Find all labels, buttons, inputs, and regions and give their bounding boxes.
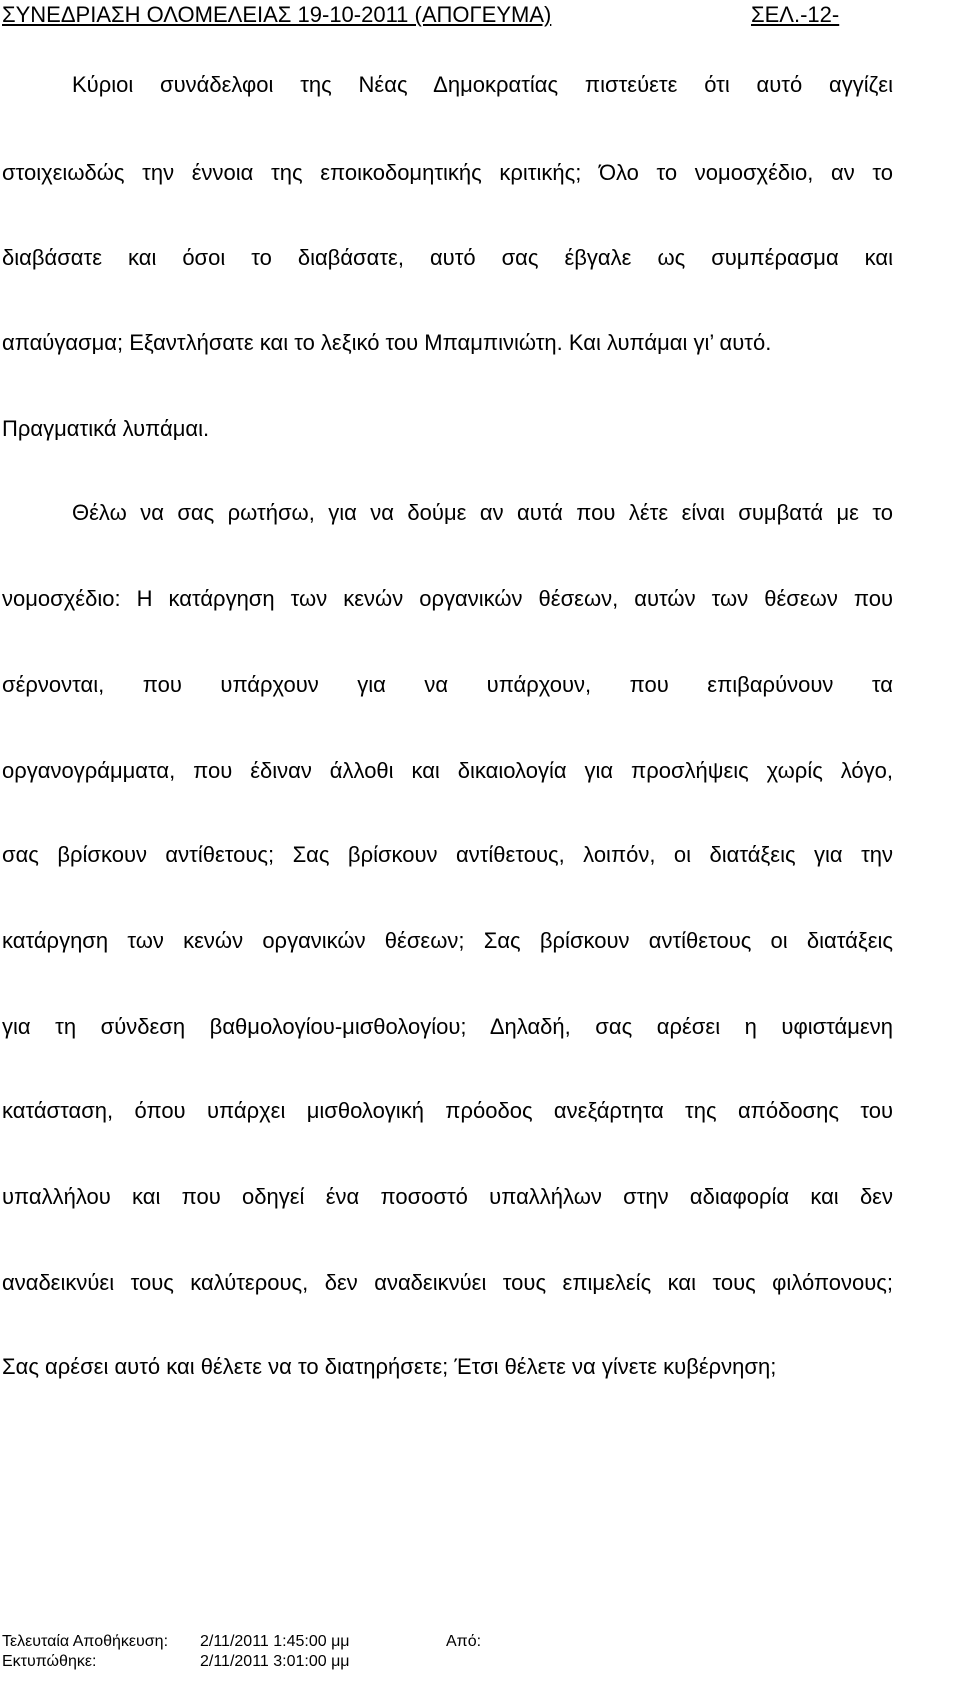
saved-value: 2/11/2011 1:45:00 μμ [200,1633,350,1650]
text-line: Σας αρέσει αυτό και θέλετε να το διατηρήσετε; Έτσι θέλετε να γίνετε κυβέρνηση; [2,1354,777,1379]
footer-row-saved [0,1632,960,1652]
page-number: ΣΕΛ.-12- [751,2,840,27]
text-line: Κύριοι συνάδελφοι της Νέας Δημοκρατίας πιστεύετε ότι αυτό αγγίζει [72,72,893,97]
text-line: για τη σύνδεση βαθμολογίου-μισθολογίου; Δηλαδή, σας αρέσει η υφιστάμενη [2,1014,893,1039]
text-line: απαύγασμα; Εξαντλήσατε και το λεξικό του Μπαμπινιώτη. Και λυπάμαι γι’ αυτό. [2,330,772,355]
session-title: ΣΥΝΕΔΡΙΑΣΗ ΟΛΟΜΕΛΕΙΑΣ 19-10-2011 (ΑΠΟΓΕΥΜΑ) [2,2,552,27]
footer-row-printed [0,1652,960,1672]
by-label: Από: [446,1633,482,1650]
text-line: Πραγματικά λυπάμαι. [2,416,210,441]
page-header [0,0,960,40]
text-line: διαβάσατε και όσοι το διαβάσατε, αυτό σας έβγαλε ως συμπέρασμα και [2,245,893,270]
text-line: στοιχειωδώς την έννοια της εποικοδομητικής κριτικής; Όλο το νομοσχέδιο, αν το [2,160,893,185]
saved-label: Τελευταία Αποθήκευση: [2,1633,169,1650]
text-line: κατάργηση των κενών οργανικών θέσεων; Σας βρίσκουν αντίθετους οι διατάξεις [2,928,893,953]
text-line: Θέλω να σας ρωτήσω, για να δούμε αν αυτά που λέτε είναι συμβατά με το [72,500,893,525]
text-line: κατάσταση, όπου υπάρχει μισθολογική πρόοδος ανεξάρτητα της απόδοσης του [2,1098,893,1123]
text-line: νομοσχέδιο: Η κατάργηση των κενών οργανικών θέσεων, αυτών των θέσεων που [2,586,893,611]
text-line: οργανογράμματα, που έδιναν άλλοθι και δικαιολογία για προσλήψεις χωρίς λόγο, [2,758,893,783]
printed-label: Εκτυπώθηκε: [2,1653,97,1670]
text-line: σας βρίσκουν αντίθετους; Σας βρίσκουν αντίθετους, λοιπόν, οι διατάξεις για την [2,842,893,867]
text-line: σέρνονται, που υπάρχουν για να υπάρχουν, που επιβαρύνουν τα [2,672,893,697]
text-line: αναδεικνύει τους καλύτερους, δεν αναδεικνύει τους επιμελείς και τους φιλόπονους; [2,1270,893,1295]
text-line: υπαλλήλου και που οδηγεί ένα ποσοστό υπαλλήλων στην αδιαφορία και δεν [2,1184,893,1209]
printed-value: 2/11/2011 3:01:00 μμ [200,1653,350,1670]
